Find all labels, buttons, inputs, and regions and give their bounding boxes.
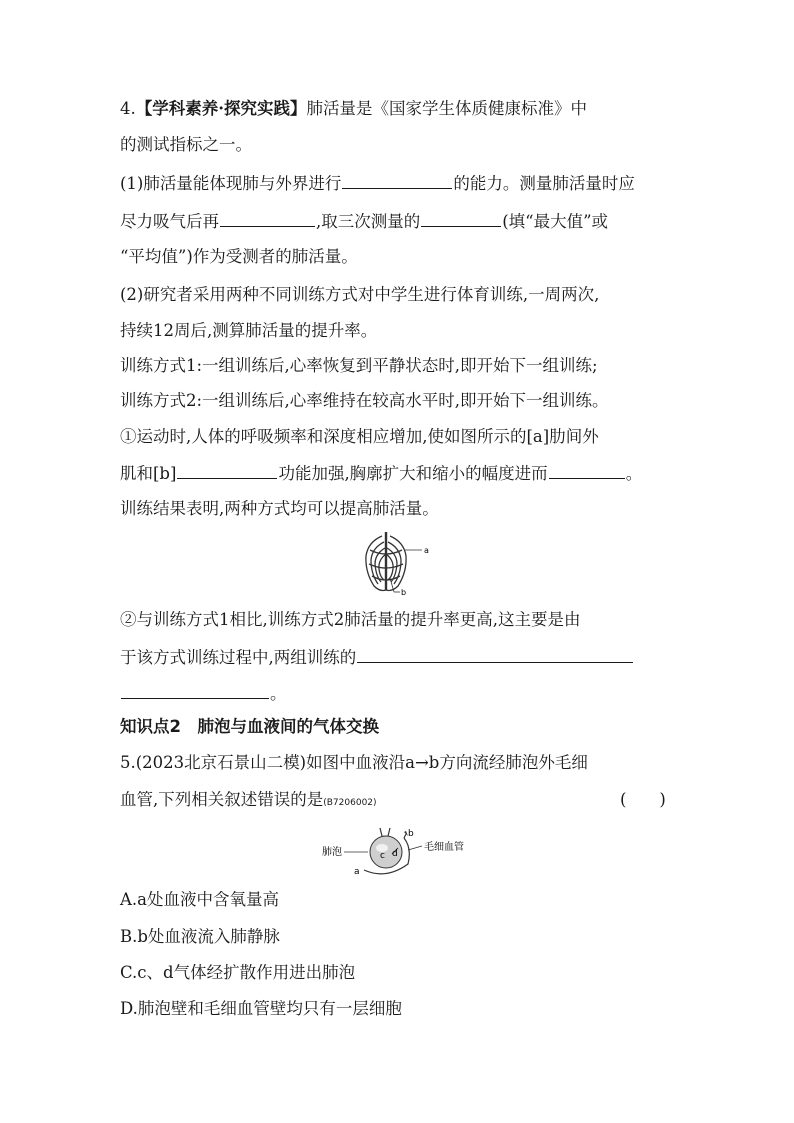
method-1: 训练方式1:一组训练后,心率恢复到平静状态时,即开始下一组训练; <box>120 356 598 375</box>
option-d[interactable]: D.肺泡壁和毛细血管壁均只有一层细胞 <box>120 999 402 1018</box>
q4-part2-line-1: (2)研究者采用两种不同训练方式对中学生进行体育训练,一周两次, <box>120 285 600 304</box>
option-b[interactable]: B.b处血液流入肺静脉 <box>120 927 280 946</box>
answer-blank-2[interactable] <box>220 210 315 227</box>
rib-cage-icon <box>366 532 406 591</box>
sub1-line-2 <box>120 462 642 485</box>
answer-blank-1[interactable] <box>342 172 452 189</box>
method-2: 训练方式2:一组训练后,心率维持在较高水平时,即开始下一组训练。 <box>120 391 609 410</box>
q4-part1-text: ,取三次测量的 <box>316 212 421 231</box>
sub2-line-2 <box>120 646 634 669</box>
sub1-text: 肌和[b] <box>120 464 177 483</box>
q4-line-2: 的测试指标之一。 <box>120 135 252 154</box>
answer-blank-6[interactable] <box>357 646 633 663</box>
q4-part2-line-2: 持续12周后,测算肺活量的提升率。 <box>120 321 378 340</box>
sub2-text: 。 <box>270 684 287 703</box>
answer-paren[interactable]: ( ) <box>620 790 666 809</box>
sub1-text: 功能加强,胸廓扩大和缩小的幅度进而 <box>278 464 548 483</box>
fig-label-a: a <box>424 546 429 555</box>
fig-label-a: a <box>354 867 360 877</box>
sub2-text: 于该方式训练过程中,两组训练的 <box>120 648 357 667</box>
sub2-line-3 <box>120 682 287 705</box>
q5-code: (B7206002) <box>323 798 377 808</box>
q4-intro: 肺活量是《国家学生体质健康标准》中 <box>306 99 587 118</box>
sub1-text: 。 <box>625 464 643 483</box>
q4-part1-text: (1)肺活量能体现肺与外界进行 <box>120 174 342 193</box>
fig-label-c: c <box>380 851 385 861</box>
q4-part1-text: (填“最大值”或 <box>502 212 609 231</box>
answer-blank-6-cont[interactable] <box>121 682 269 699</box>
q4-part1-text: 的能力。测量肺活量时应 <box>453 174 635 193</box>
rib-cage-figure <box>356 528 436 600</box>
q4-part1-line-3: “平均值”)作为受测者的肺活量。 <box>120 247 358 266</box>
fig-label-b: b <box>401 588 407 597</box>
q4-line-1 <box>120 98 587 120</box>
q5-stem-text: 血管,下列相关叙述错误的是 <box>120 790 324 809</box>
alveolus-figure <box>320 824 480 880</box>
sub1-line-3: 训练结果表明,两种方式均可以提高肺活量。 <box>120 499 439 518</box>
q5-stem-line-1: 5.(2023北京石景山二模)如图中血液沿a→b方向流经肺泡外毛细 <box>120 753 588 772</box>
option-a[interactable]: A.a处血液中含氧量高 <box>120 890 279 909</box>
sub2-line-1: ②与训练方式1相比,训练方式2肺活量的提升率更高,这主要是由 <box>120 610 581 629</box>
q5-stem-line-2 <box>120 789 377 814</box>
fig-label-d: d <box>392 849 398 859</box>
fig-label-alveolus: 肺泡 <box>322 847 342 858</box>
sub1-line-1: ①运动时,人体的呼吸频率和深度相应增加,使如图所示的[a]肋间外 <box>120 427 599 446</box>
fig-label-b: b <box>408 829 414 839</box>
q4-number: 4. <box>120 99 136 118</box>
answer-blank-4[interactable] <box>177 462 277 479</box>
q4-part1-line-2 <box>120 210 608 233</box>
section-title: 知识点2 肺泡与血液间的气体交换 <box>120 717 379 736</box>
q4-part1-text: 尽力吸气后再 <box>120 212 219 231</box>
answer-blank-3[interactable] <box>421 210 501 227</box>
q4-tag: 【学科素养·探究实践】 <box>135 99 307 118</box>
option-c[interactable]: C.c、d气体经扩散作用进出肺泡 <box>120 963 356 982</box>
fig-label-capillary: 毛细血管 <box>424 842 464 853</box>
answer-blank-5[interactable] <box>549 462 625 479</box>
q4-part1-line-1 <box>120 172 635 195</box>
